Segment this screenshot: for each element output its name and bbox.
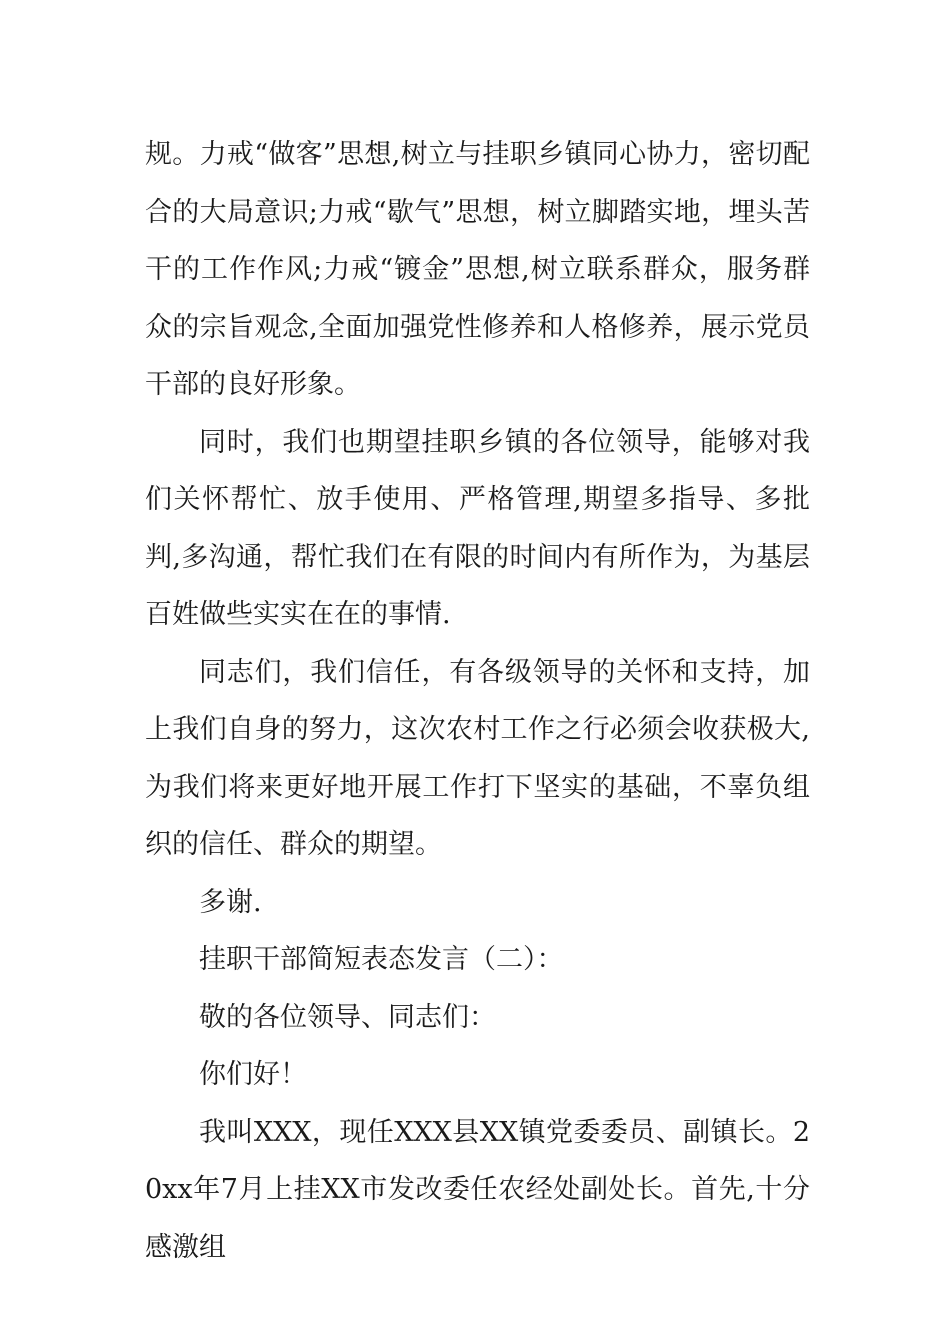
paragraph-introduction: 我叫XXX，现任XXX县XX镇党委委员、副镇长。20xx年7月上挂XX市发改委任农经处副处长。首先,十分感激组 — [145, 1116, 810, 1263]
salutation: 敬的各位领导、同志们： — [199, 1001, 496, 1033]
paragraph-confidence: 同志们，我们信任，有各级领导的关怀和支持，加上我们自身的努力，这次农村工作之行必须会收获极大,为我们将来更好地开展工作打下坚实的基础，不辜负组织的信任、群众的期望。 — [145, 656, 810, 860]
paragraph-thanks: 多谢. — [199, 886, 262, 918]
section-heading: 挂职干部简短表态发言（二）： — [199, 944, 564, 975]
paragraph-expectation: 同时，我们也期望挂职乡镇的各位领导，能够对我们关怀帮忙、放手使用、严格管理,期望多指导、多批判,多沟通，帮忙我们在有限的时间内有所作为，为基层百姓做些实实在在的事情. — [145, 426, 810, 630]
body-text — [145, 126, 810, 1276]
paragraph-continuation: 规。力戒“做客”思想,树立与挂职乡镇同心协力，密切配合的大局意识;力戒“歇气”思想，树立脚踏实地，埋头苦干的工作作风;力戒“镀金”思想,树立联系群众，服务群众的宗旨观念,全面加强党性修养和人格修养，展示党员干部的良好形象。 — [145, 139, 810, 400]
greeting: 你们好！ — [199, 1059, 307, 1090]
